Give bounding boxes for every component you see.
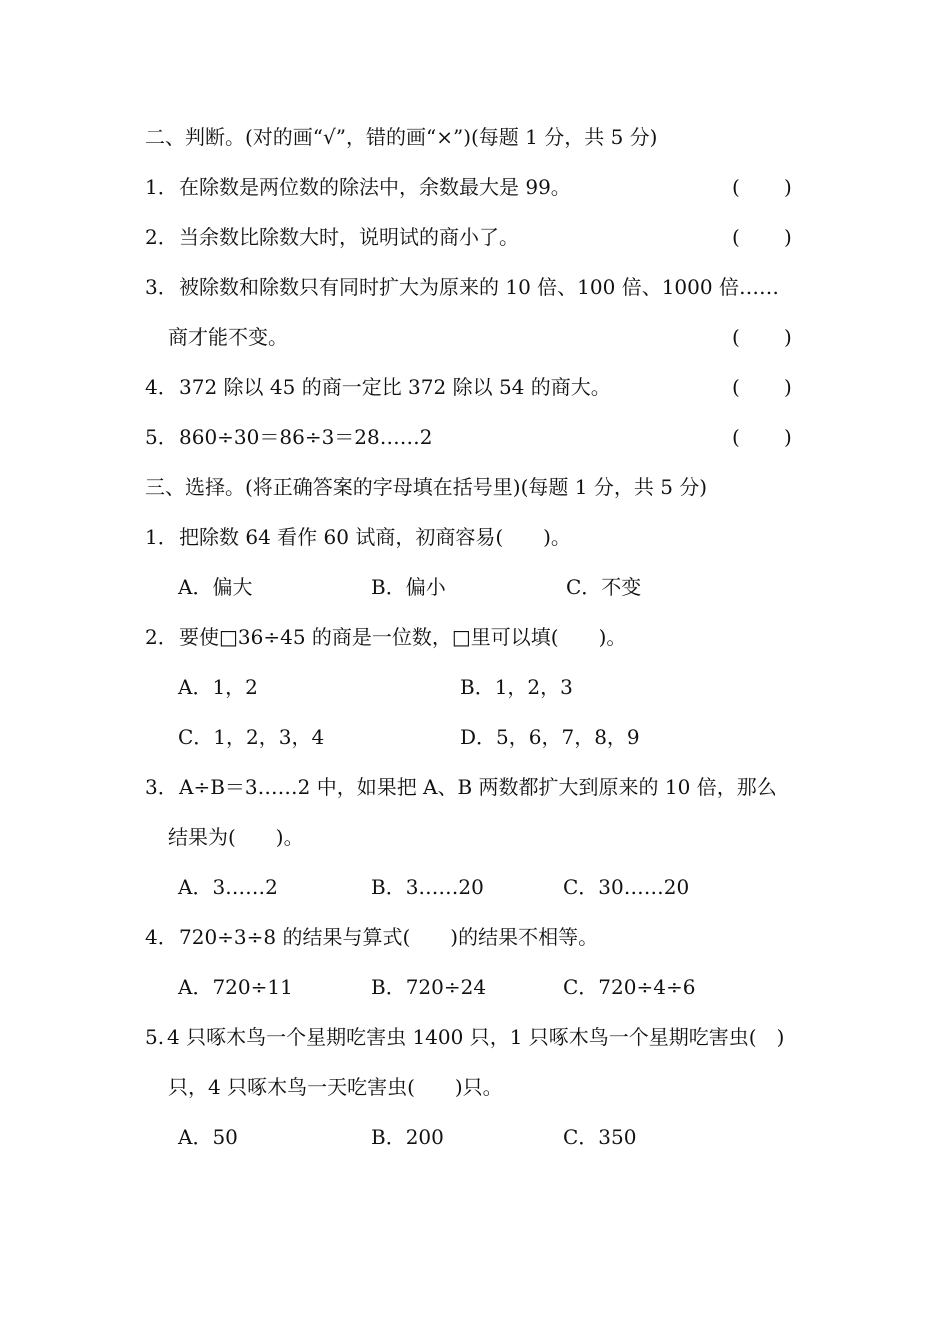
option-a[interactable]: A．50	[178, 1125, 238, 1149]
option-b[interactable]: B．720÷24	[371, 975, 487, 999]
question-text: 要使□36÷45 的商是一位数，□里可以填( )。	[179, 625, 627, 649]
answer-paren-open[interactable]: (	[732, 225, 740, 249]
option-a[interactable]: A．偏大	[178, 575, 253, 599]
question-number: 2．	[145, 625, 178, 649]
option-a[interactable]: A．1，2	[178, 675, 258, 699]
question-text: A÷B＝3……2 中，如果把 A、B 两数都扩大到原来的 10 倍，那么	[179, 775, 777, 799]
option-d[interactable]: D．5，6，7，8，9	[460, 725, 640, 749]
option-c[interactable]: C．350	[563, 1125, 637, 1149]
answer-paren-close: )	[784, 325, 792, 349]
option-c[interactable]: C．30……20	[563, 875, 690, 899]
option-b[interactable]: B．1，2，3	[460, 675, 573, 699]
option-b[interactable]: B．偏小	[371, 575, 446, 599]
question-number: 1．	[145, 175, 178, 199]
option-a[interactable]: A．3……2	[178, 875, 278, 899]
question-text: 把除数 64 看作 60 试商，初商容易( )。	[179, 525, 571, 549]
answer-paren-close: )	[784, 175, 792, 199]
question-text: 被除数和除数只有同时扩大为原来的 10 倍、100 倍、1000 倍……	[179, 275, 779, 299]
option-c[interactable]: C．不变	[566, 575, 642, 599]
answer-paren-open[interactable]: (	[732, 325, 740, 349]
option-b[interactable]: B．200	[371, 1125, 444, 1149]
option-c[interactable]: C．1，2，3，4	[178, 725, 325, 749]
option-a[interactable]: A．720÷11	[178, 975, 293, 999]
question-number: 5．	[145, 425, 178, 449]
section3-title: 三、选择。(将正确答案的字母填在括号里)(每题 1 分，共 5 分)	[145, 475, 708, 499]
answer-paren-open[interactable]: (	[732, 425, 740, 449]
question-text: 4 只啄木鸟一个星期吃害虫 1400 只，1 只啄木鸟一个星期吃害虫( )	[167, 1025, 785, 1049]
question-text: 在除数是两位数的除法中，余数最大是 99。	[179, 175, 571, 199]
question-text-continued: 商才能不变。	[168, 325, 288, 349]
question-text: 860÷30＝86÷3＝28……2	[179, 425, 433, 449]
answer-paren-close: )	[784, 425, 792, 449]
question-text: 720÷3÷8 的结果与算式( )的结果不相等。	[179, 925, 599, 949]
answer-paren-open[interactable]: (	[732, 175, 740, 199]
question-number: 2．	[145, 225, 178, 249]
question-text: 当余数比除数大时，说明试的商小了。	[179, 225, 519, 249]
question-number: 1．	[145, 525, 178, 549]
answer-paren-open[interactable]: (	[732, 375, 740, 399]
question-number: 5.	[145, 1025, 165, 1049]
question-number: 4．	[145, 925, 178, 949]
question-number: 4．	[145, 375, 178, 399]
question-text-continued: 结果为( )。	[168, 825, 304, 849]
section2-title: 二、判断。(对的画“√”，错的画“×”)(每题 1 分，共 5 分)	[145, 125, 658, 149]
question-text: 372 除以 45 的商一定比 372 除以 54 的商大。	[179, 375, 611, 399]
option-b[interactable]: B．3……20	[371, 875, 484, 899]
question-number: 3．	[145, 275, 178, 299]
question-text-continued: 只，4 只啄木鸟一天吃害虫( )只。	[168, 1075, 503, 1099]
question-number: 3．	[145, 775, 178, 799]
answer-paren-close: )	[784, 375, 792, 399]
answer-paren-close: )	[784, 225, 792, 249]
option-c[interactable]: C．720÷4÷6	[563, 975, 696, 999]
